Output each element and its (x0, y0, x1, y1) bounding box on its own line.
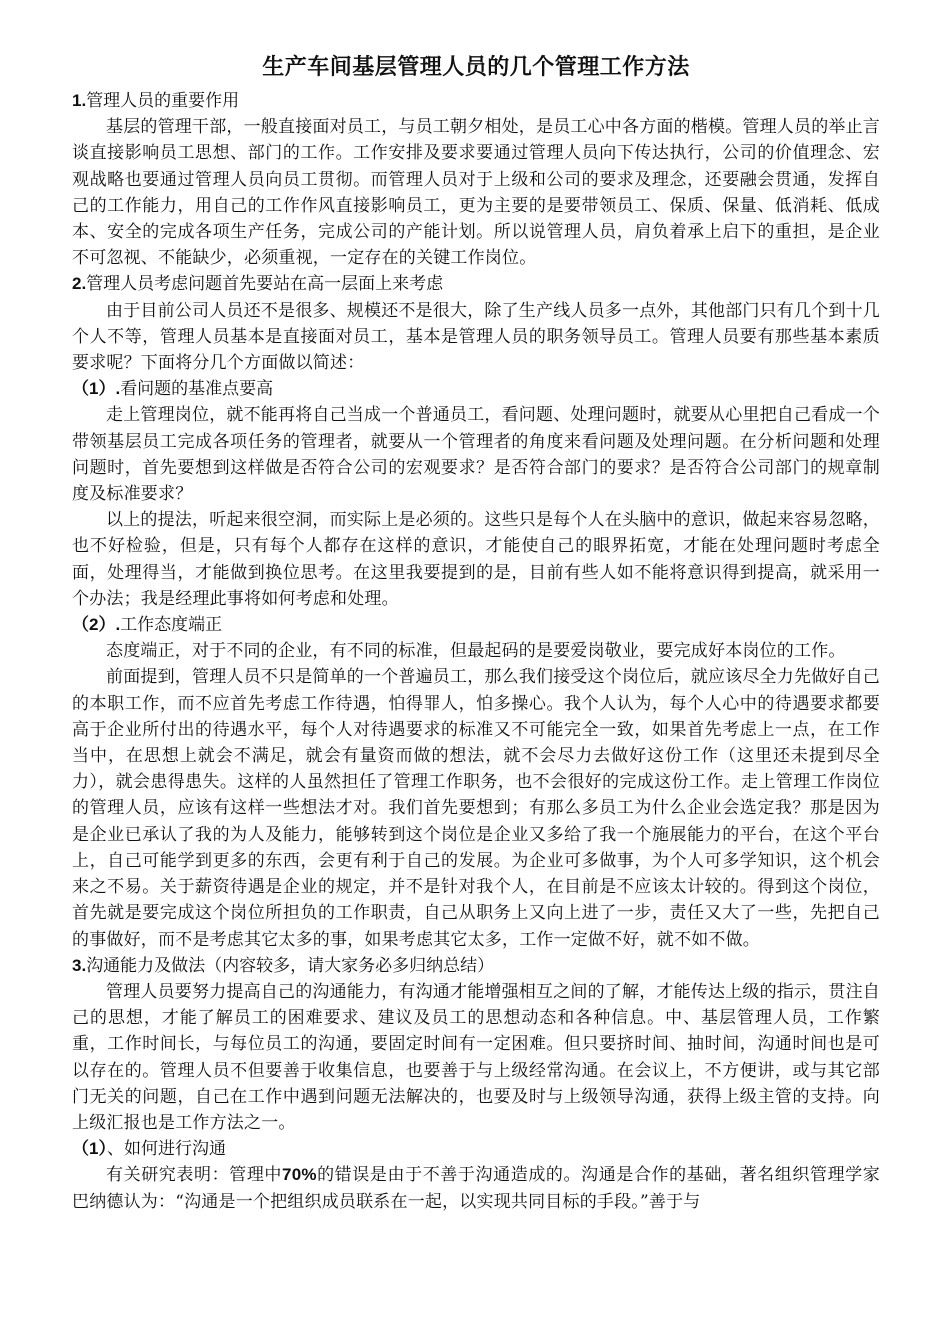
subsection-2-2-paragraph-1: 态度端正，对于不同的企业，有不同的标准，但最起码的是要爱岗敬业，要完成好本岗位的工作。 (106, 641, 846, 662)
subsection-2-2-number: （2）. (72, 615, 121, 635)
section-1-heading-text: 管理人员的重要作用 (86, 91, 240, 111)
section-1-number: 1. (72, 91, 87, 110)
subsection-3-1-paragraph-1 (72, 1162, 880, 1214)
subsection-2-1-paragraph-2: 以上的提法，听起来很空洞，而实际上是必须的。这些只是每个人在头脑中的意识，做起来容易忽略，也不好检验，但是，只有每个人都存在这样的意识，才能使自己的眼界拓宽，才能在处理问题时考虑全面，处理得当，才能做到换位思考。在这里我要提到的是，目前有些人如不能将意识得到提高，就采用一个办法；我是经理此事将如何考虑和处理。 (72, 510, 880, 609)
section-1-heading (72, 88, 880, 114)
section-2-heading-text: 管理人员考虑问题首先要站在高一层面上来考虑 (86, 274, 444, 295)
subsection-2-2-paragraph-2: 前面提到，管理人员不只是简单的一个普遍员工，那么我们接受这个岗位后，就应该尽全力先做好自己的本职工作，而不应首先考虑工作待遇，怕得罪人，怕多操心。我个人认为，每个人心中的待遇要求都要高于企业所付出的待遇水平，每个人对待遇要求的标准又不可能完全一致，如果首先考虑上一点，在工作当中，在思想上就会不满足，就会有量资而做的想法，就不会尽力去做好这份工作（这里还未提到尽全力），就会患得患失。这样的人虽然担任了管理工作职务，也不会很好的完成这份工作。走上管理工作岗位的管理人员，应该有这样一些想法才对。我们首先要想到；有那么多员工为什么企业会选定我？那是因为是企业已承认了我的为人及能力，能够转到这个岗位是企业又多给了我一个施展能力的平台，在这个平台上，自己可能学到更多的东西，会更有利于自己的发展。为企业可多做事，为个人可多学知识，这个机会来之不易。关于薪资待遇是企业的规定，并不是针对我个人，在目前是不应该太计较的。得到这个岗位，首先就是要完成这个岗位所担负的工作职责，自己从职务上又向上进了一步，责任又大了一些，先把自己的事做好，而不是考虑其它太多的事，如果考虑其它太多，工作一定做不好，就不如不做。 (72, 667, 880, 950)
section-3-number: 3. (72, 955, 87, 975)
section-2-heading (72, 271, 880, 297)
subsection-3-1-heading (72, 1136, 880, 1162)
section-3-heading (72, 953, 880, 979)
subsection-3-1-number: （1） (72, 1139, 107, 1159)
document-page (72, 52, 880, 1215)
subsection-2-1-paragraph-1: 走上管理岗位，就不能再将自己当成一个普通员工，看问题、处理问题时，就要从心里把自己看成一个带领基层员工完成各项任务的管理者，就要从一个管理者的角度来看问题及处理问题。在分析问题和处理问题时，首先要想到这样做是否符合公司的宏观要求？是否符合部门的要求？是否符合公司部门的规章制度及标准要求？ (72, 405, 880, 505)
section-1-paragraph-1: 基层的管理干部，一般直接面对员工，与员工朝夕相处，是员工心中各方面的楷模。管理人员的举止言谈直接影响员工思想、部门的工作。工作安排及要求要通过管理人员向下传达执行，公司的价值理念、宏观战略也要通过管理人员向员工贯彻。而管理人员对于上级和公司的要求及理念，还要融会贯通，发挥自己的工作能力，用自己的工作作风直接影响员工，更为主要的是要带领员工、保质、保量、低消耗、低成本、安全的完成各项生产任务，完成公司的产能计划。所以说管理人员，肩负着承上启下的重担，是企业不可忽视、不能缺少，必须重视，一定存在的关键工作岗位。 (72, 117, 880, 269)
subsection-2-1-heading-text: 看问题的基准点要高 (120, 379, 274, 400)
section-2-number: 2. (72, 274, 87, 294)
percentage-value: 70% (282, 1165, 317, 1185)
section-3-paragraph-1: 管理人员要努力提高自己的沟通能力，有沟通才能增强相互之间的了解，才能传达上级的指示，贯注自己的思想，才能了解员工的困难要求、建议及员工的思想动态和各种信息。中、基层管理人员，工作繁重，工作时间长，与每位员工的沟通，要固定时间有一定困难。但只要挤时间、抽时间，沟通时间也是可以存在的。管理人员不但要善于收集信息，也要善于与上级经常沟通。在会议上，不方便讲，或与其它部门无关的问题，自己在工作中遇到问题无法解决的，也要及时与上级领导沟通，获得上级主管的支持。向上级汇报也是工作方法之一。 (72, 981, 880, 1133)
subsection-2-1-heading (72, 376, 880, 402)
subsection-3-1-heading-text: 、如何进行沟通 (106, 1139, 226, 1160)
subsection-3-1-text-before: 有关研究表明：管理中 (106, 1165, 283, 1186)
subsection-3-1-text-after: 的错误是由于不善于沟通造成的。沟通是合作的基础，著名组织管理学家巴纳德认为：“沟通是一个把组织成员联系在一起，以实现共同目标的手段。”善于与 (72, 1165, 880, 1212)
section-2-paragraph-1: 由于目前公司人员还不是很多、规模还不是很大，除了生产线人员多一点外，其他部门只有几个到十几个人不等，管理人员基本是直接面对员工，基本是管理人员的职务领导员工。管理人员要有那些基本素质要求呢？下面将分几个方面做以简述： (72, 300, 880, 374)
subsection-2-2-heading (72, 612, 880, 638)
document-title: 生产车间基层管理人员的几个管理工作方法 (262, 55, 690, 80)
subsection-2-2-heading-text: 工作态度端正 (120, 615, 223, 636)
subsection-2-1-number: （1）. (72, 379, 121, 399)
section-3-heading-text: 沟通能力及做法（内容较多，请大家务必多归纳总结） (86, 955, 495, 976)
